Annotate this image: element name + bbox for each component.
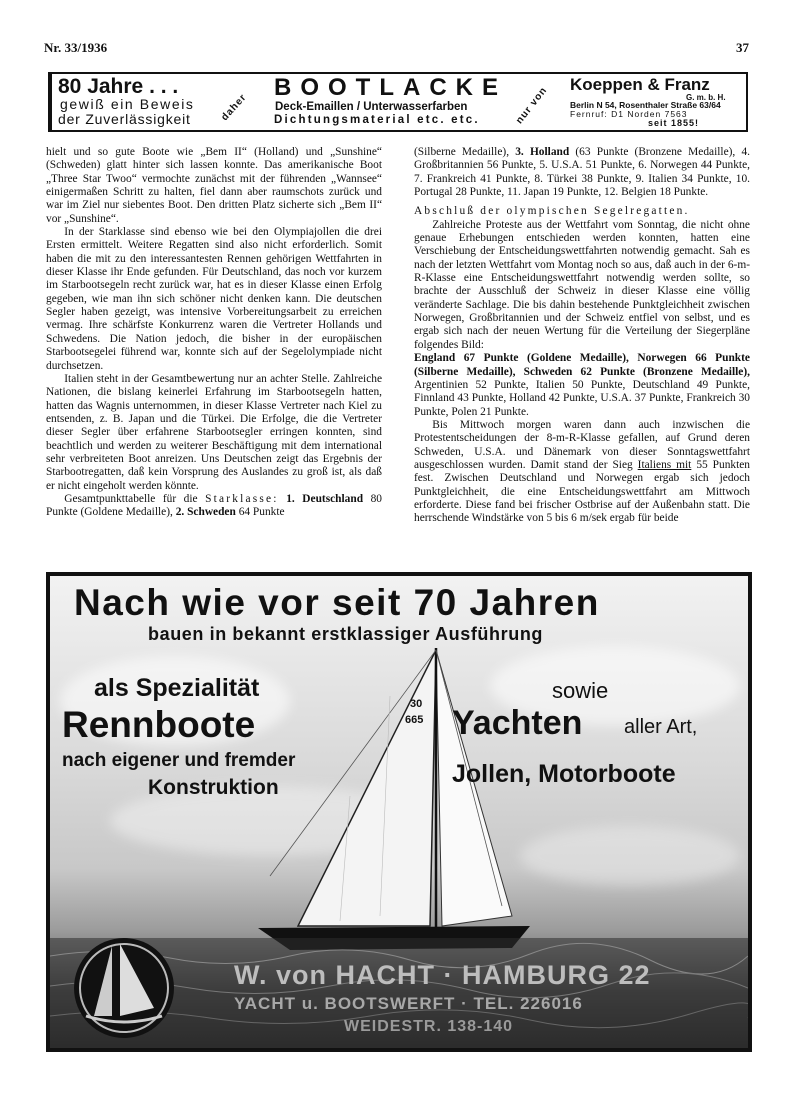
- paragraph: [414, 419, 750, 526]
- medal-results: England 67 Punkte (Goldene Medaille), Norwegen 66 Punkte (Silberne Medaille), Schweden 62 Punkte (Bronzene Medaille),: [414, 352, 750, 378]
- paragraph: In der Starklasse sind ebenso wie bei den Olympiajollen die drei Ersten ermittelt. Weitere Regatten sind also nicht erforderlich. Somit haben die mit zu den interessantesten Rennen gehörigen Wettfahrten in dieser Klasse ihr Ende gefunden. Für Deutschland, das noch vor kurzem im Starbootsegeln recht zurück war, hat es in dieser Klasse einen Erfolg gegeben, wie man ihn sich schöner nicht denken kann. Die deutschen Segler haben gezeigt, was intensive Vorbereitungsarbeit zu erreichen vermag. Ihre schärfste Konkurrenz waren die Vertreter Hollands und Schwedens. Die Nation jedoch, die bisher in der europäischen Starbootsegelei führend war, konnte sich auf der Segelolympiade nicht durchsetzen.: [46, 226, 382, 372]
- ad-phone: Fernruf: D1 Norden 7563: [570, 109, 688, 119]
- paragraph: hielt und so gute Boote wie „Bem II“ (Holland) und „Sunshine“ (Schweden) glatt hinter sich lassen konnte. Das amerikanische Boot „Three Star Twoo“ vermochte zunächst mit der führenden „Wannsee“ einigermaßen Schritt zu halten, fiel dann aber raumschots zurück und war im Ziel nur siebentes Boot. Den dritten Platz sicherte sich „Bem II“ vor „Sunshine“.: [46, 146, 382, 225]
- second-place: 2. Schweden: [175, 506, 236, 519]
- section-heading: Abschluß der olympischen Segelregatten.: [414, 205, 690, 218]
- paragraph: Italien steht in der Gesamtbewertung nur an achter Stelle. Zahlreiche Nationen, die bislang keinerlei Erfahrung im Starbootsegeln hatten, hatten das Wagnis unternommen, in dieser Klasse Vertreter nach Kiel zu entsenden, z. B. Japan und die Türkei. Die Erfolge, die die Vertreter dieser Segler über erfahrene Starbootsegler erringen konnten, sind beachtlich und werden zu weiterer Beschäftigung mit dem international sehr verbreiteten Boot anreizen. Uns Deutschen zeigt das Ergebnis der Starbootregatten, daß kein Vorsprung des Auslandes zu groß ist, als daß er nicht eingeholt werden könnte.: [46, 372, 382, 492]
- article-right-column: [414, 146, 750, 526]
- first-place-points: 80 Punkte (Goldene Medaille),: [46, 492, 382, 519]
- ad-address: Berlin N 54, Rosenthaler Straße 63/64: [570, 100, 721, 110]
- ad-speciality: als Spezialität: [94, 674, 260, 702]
- ad-proof-line: gewiß ein Beweis: [60, 96, 195, 112]
- ad-construction-1: nach eigener und fremder: [62, 750, 296, 771]
- second-place-points: 64 Punkte: [238, 506, 285, 519]
- ad-shipyard-address: WEIDESTR. 138-140: [344, 1018, 514, 1035]
- issue-number: Nr. 33/1936: [44, 40, 108, 55]
- shipyard-advertisement: [46, 572, 752, 1052]
- ad-yachts: Yachten: [452, 704, 583, 742]
- ad-subheadline: bauen in bekannt erstklassiger Ausführung: [148, 624, 544, 644]
- six-metre-results: [414, 352, 750, 419]
- cont-text: (Silberne Medaille),: [414, 146, 510, 158]
- first-place: 1. Deutschland: [286, 492, 364, 505]
- ad-shipyard-line: YACHT u. BOOTSWERFT · TEL. 226016: [234, 994, 583, 1013]
- table-intro: Gesamtpunkttabelle für die: [64, 492, 198, 505]
- class-name: Starklasse:: [205, 492, 279, 505]
- cont-text-rest: (63 Punkte (Bronzene Medaille), 4. Großbritannien 56 Punkte, 5. U.S.A. 51 Punkte, 6. Norwegen 44 Punkte, 7. Frankreich 41 Punkte, 8. Türkei 38 Punkte, 9. Italien 34 Punkte, 10. Portugal 28 Punkte, 11. Japan 19 Punkte, 12. Belgien 18 Punkte.: [414, 146, 750, 199]
- ad-as-well: sowie: [552, 678, 609, 703]
- page-number: 37: [736, 40, 749, 55]
- article-left-column: [46, 146, 382, 520]
- ad-products-2: Dichtungsmaterial etc. etc.: [274, 114, 480, 126]
- ad-construction-2: Konstruktion: [148, 776, 279, 799]
- ad-company: Koeppen & Franz: [570, 75, 710, 94]
- ad-arc-right: nur von: [514, 84, 550, 127]
- ad-reliability-line: der Zuverlässigkeit: [58, 111, 191, 127]
- sail-number-bottom: 665: [405, 714, 424, 726]
- top-advertisement: [48, 72, 748, 132]
- ad-arc-left: daher: [219, 91, 249, 124]
- ad-brand: BOOTLACKE: [274, 74, 507, 101]
- p2-end: 55 Punkten fest. Zwischen Deutschland und Norwegen ergab sich jedoch Punktgleichheit, die eine Entscheidungswettfahrt am Mittwoch erforderte. Diese fand bei frischer Ostbrise auf der Außenbahn statt. Die herrschende Windstärke von 5 bis 6 m/sek ergab für beide: [414, 458, 750, 525]
- ad-since: seit 1855!: [648, 118, 700, 128]
- star-class-results: [46, 493, 382, 520]
- ad-products-1: Deck-Emaillen / Unterwasserfarben: [275, 101, 468, 113]
- ad-headline: Nach wie vor seit 70 Jahren: [74, 582, 600, 623]
- ad-all-kinds: aller Art,: [624, 716, 698, 738]
- third-place: 3. Holland: [515, 146, 570, 158]
- ad-company-form: G. m. b. H.: [686, 93, 726, 102]
- ad-race-boats: Rennboote: [62, 704, 256, 745]
- p2-underlined: Italiens mit: [637, 458, 692, 471]
- ad-shipyard-name: W. von HACHT · HAMBURG 22: [234, 960, 651, 990]
- sail-number-top: 30: [410, 698, 423, 710]
- p2-start: Bis Mittwoch morgen waren dann auch inzwischen die Protestentscheidungen der 8-m-R-Klasse gefallen, auf Grund deren Schweden, U.S.A. und Dänemark von dieser Sonntagswettfahrt ausgeschlossen wurden. Damit stand der Sieg: [414, 418, 750, 471]
- ad-dinghies: Jollen, Motorboote: [452, 760, 676, 788]
- results-continued: [414, 146, 750, 199]
- paragraph: Zahlreiche Proteste aus der Wettfahrt vom Sonntag, die nicht ohne genaue Erhebungen entschieden werden konnten, hatten eine Verschiebung der Entscheidungswettfahrten notwendig gemacht. Sah es nach der letzten Wettfahrt vom Montag noch so aus, daß auch in der 6-m-R-Klasse eine Entscheidungswettfahrt notwendig werden sollte, so brachte der Ausschluß der Schweiz in dieser Klasse eine völlig veränderte Sachlage. Die bis dahin bestehende Punktgleichheit zwischen Norwegen, Großbritannien und der Schweiz entfiel von selbst, und es ergab sich nach der neuen Wertung für die Verteilung der Siegerpläne folgendes Bild:: [414, 218, 750, 351]
- ad-years: 80 Jahre . . .: [58, 75, 179, 98]
- other-results: Argentinien 52 Punkte, Italien 50 Punkte, Deutschland 49 Punkte, Finnland 43 Punkte, Holland 42 Punkte, U.S.A. 37 Punkte, Frankreich 30 Punkte, Polen 21 Punkte.: [414, 378, 750, 418]
